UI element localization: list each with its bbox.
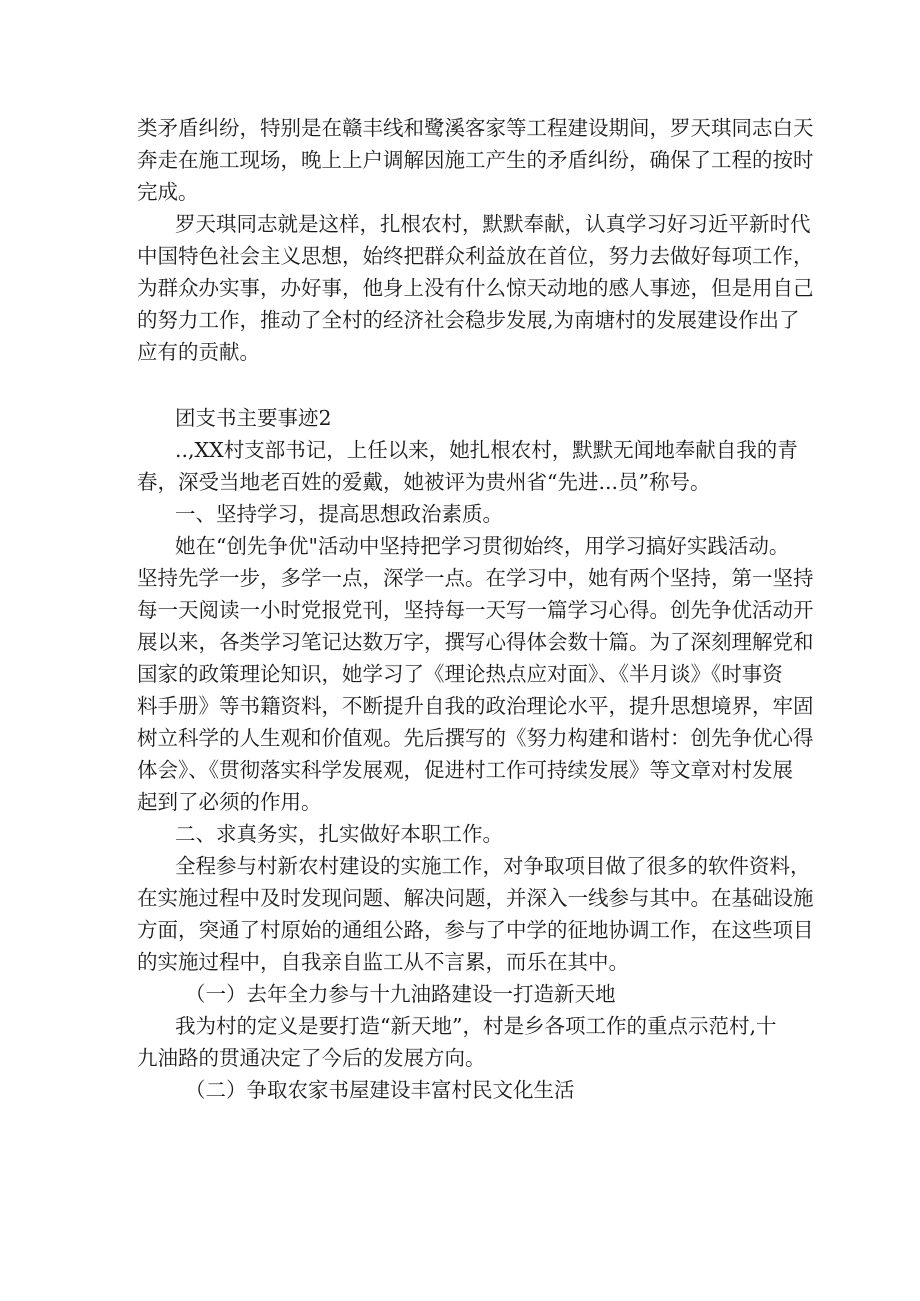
text-line: 奔走在施工现场，晚上上户调解因施工产生的矛盾纠纷，确保了工程的按时 (137, 148, 814, 172)
paragraph-summary (137, 208, 814, 368)
paragraph-study (137, 530, 814, 818)
text-line: 展以来，各类学习笔记达数万字，撰写心得体会数十篇。为了深刻理解党和 (137, 630, 814, 654)
text-line: 方面，突通了村原始的通组公路，参与了中学的征地协调工作，在这些项目 (137, 918, 814, 942)
subheading-road: （一）去年全力参与十九油路建设一打造新天地 (185, 982, 616, 1006)
text-line: 罗天琪同志就是这样，扎根农村，默默奉献，认真学习好习近平新时代 (175, 212, 811, 236)
text-line: 春，深受当地老百姓的爱戴，她被评为贵州省“先进...员”称号。 (137, 470, 711, 494)
paragraph-road (137, 1010, 793, 1074)
text-line: 体会》、《贯彻落实科学发展观，促进村工作可持续发展》等文章对村发展 (137, 758, 793, 782)
text-line: 中国特色社会主义思想，始终把群众利益放在首位，努力去做好每项工作， (137, 244, 814, 268)
text-line: 类矛盾纠纷，特别是在赣丰线和鹭溪客家等工程建设期间，罗天琪同志白天 (137, 116, 814, 140)
paragraph-intro (137, 434, 798, 498)
paragraph-work (137, 850, 814, 978)
text-line: 完成。 (137, 180, 199, 204)
text-line: 的努力工作，推动了全村的经济社会稳步发展,为南塘村的发展建设作出了 (137, 308, 800, 332)
text-line: 坚持先学一步，多学一点，深学一点。在学习中，她有两个坚持，第一坚持 (137, 566, 814, 590)
text-line: 为群众办实事，办好事，他身上没有什么惊天动地的感人事迹，但是用自己 (137, 276, 814, 300)
text-line: 料手册》等书籍资料，不断提升自我的政治理论水平，提升思想境界，牢固 (137, 694, 814, 718)
paragraph-conflict-resolution (137, 112, 814, 208)
document-body (137, 112, 814, 1106)
text-line: 九油路的贯通决定了今后的发展方向。 (137, 1046, 486, 1070)
subheading-library: （二）争取农家书屋建设丰富村民文化生活 (185, 1078, 575, 1102)
section-gap (137, 368, 793, 402)
text-line: 的实施过程中，自我亲自监工从不言累，而乐在其中。 (137, 950, 629, 974)
text-line: ..,XX村支部书记，上任以来，她扎根农村，默默无闻地奉献自我的青 (175, 438, 798, 462)
section-title: 团支书主要事迹2 (175, 406, 332, 430)
text-line: 每一天阅读一小时党报党刊，坚持每一天写一篇学习心得。创先争优活动开 (137, 598, 814, 622)
text-line: 她在“创先争优"活动中坚持把学习贯彻始终，用学习搞好实践活动。 (175, 534, 790, 558)
text-line: 起到了必须的作用。 (137, 790, 322, 814)
text-line: 应有的贡献。 (137, 340, 260, 364)
text-line: 树立科学的人生观和价值观。先后撰写的《努力构建和谐村：创先争优心得 (137, 726, 814, 750)
text-line: 在实施过程中及时发现问题、解决问题，并深入一线参与其中。在基础设施 (137, 886, 814, 910)
text-line: 我为村的定义是要打造“新天地”，村是乡各项工作的重点示范村,十 (175, 1014, 777, 1038)
heading-work: 二、求真务实，扎实做好本职工作。 (175, 822, 503, 846)
text-line: 国家的政策理论知识，她学习了《理论热点应对面》、《半月谈》《时事资 (137, 662, 783, 686)
heading-study: 一、坚持学习，提高思想政治素质。 (175, 502, 503, 526)
text-line: 全程参与村新农村建设的实施工作，对争取项目做了很多的软件资料， (175, 854, 811, 878)
